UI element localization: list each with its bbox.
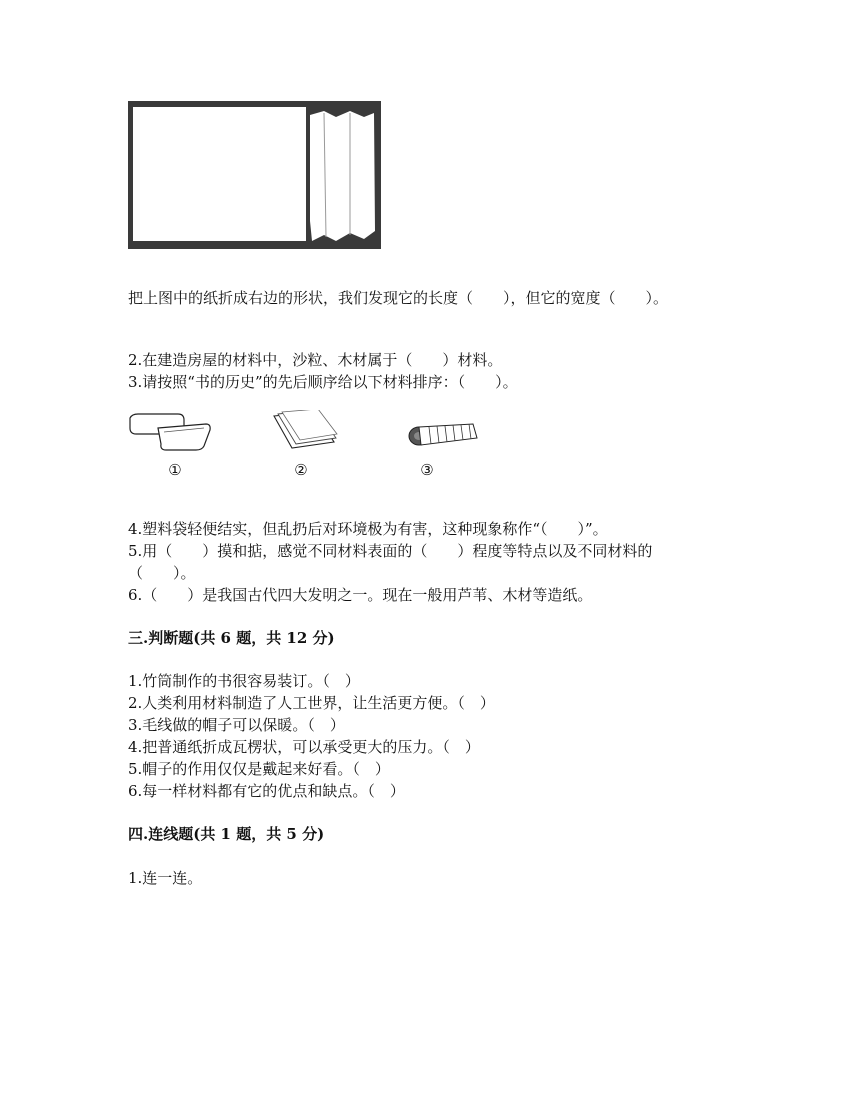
item-label-1: ① (168, 461, 182, 479)
matching-item-1: 1.连一连。 (128, 869, 203, 887)
paper-sheets-image (270, 410, 340, 450)
question-3: 3.请按照“书的历史”的先后顺序给以下材料排序：（ ）。 (128, 373, 518, 391)
section-4-heading: 四.连线题(共 1 题，共 5 分) (128, 825, 325, 843)
judge-item-2: 2.人类利用材料制造了人工世界，让生活更方便。（ ） (128, 694, 495, 712)
judge-item-1: 1.竹筒制作的书很容易装订。（ ） (128, 672, 360, 690)
paper-fold-question: 把上图中的纸折成右边的形状，我们发现它的长度（ ），但它的宽度（ ）。 (128, 289, 669, 307)
question-4: 4.塑料袋轻便结实，但乱扔后对环境极为有害，这种现象称作“（ ）”。 (128, 520, 608, 538)
question-6: 6.（ ）是我国古代四大发明之一。现在一般用芦苇、木材等造纸。 (128, 586, 593, 604)
item-label-3: ③ (420, 461, 434, 479)
section-3-heading: 三.判断题(共 6 题，共 12 分) (128, 629, 335, 647)
question-5-line-2: （ ）。 (128, 564, 196, 582)
question-2: 2.在建造房屋的材料中，沙粒、木材属于（ ）材料。 (128, 351, 503, 369)
judge-item-4: 4.把普通纸折成瓦楞状，可以承受更大的压力。（ ） (128, 738, 480, 756)
judge-item-5: 5.帽子的作用仅仅是戴起来好看。（ ） (128, 760, 390, 778)
tablets-image (128, 412, 213, 452)
question-5-line-1: 5.用（ ）摸和掂，感觉不同材料表面的（ ）程度等特点以及不同材料的 (128, 542, 653, 560)
judge-item-3: 3.毛线做的帽子可以保暖。（ ） (128, 716, 345, 734)
item-label-2: ② (294, 461, 308, 479)
bamboo-scroll-image (407, 418, 479, 448)
folded-paper-figure (128, 101, 382, 251)
judge-item-6: 6.每一样材料都有它的优点和缺点。（ ） (128, 782, 405, 800)
